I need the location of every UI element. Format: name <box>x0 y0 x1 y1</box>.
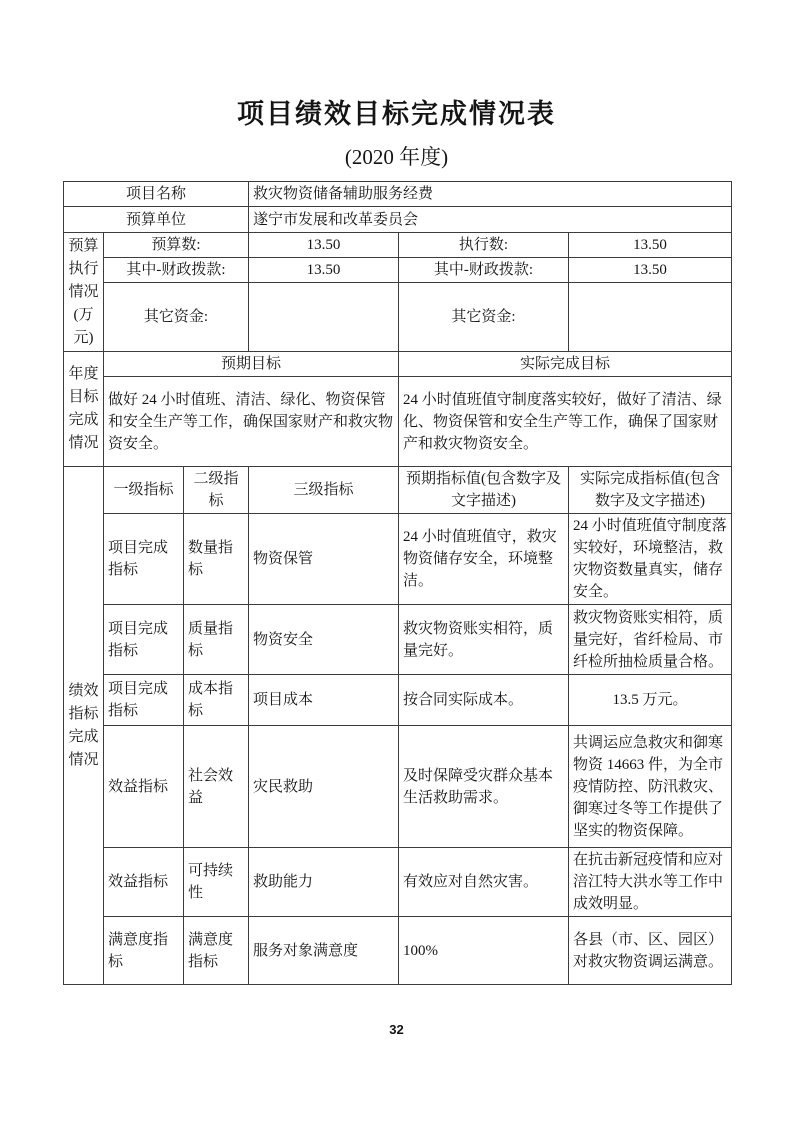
level2-cell: 数量指标 <box>184 514 249 605</box>
level3-cell: 救助能力 <box>249 848 399 917</box>
budget-amount-label: 预算数: <box>104 233 249 258</box>
budget-unit-label: 预算单位 <box>64 207 249 233</box>
annual-text-row <box>64 377 732 467</box>
budget-unit-value: 遂宁市发展和改革委员会 <box>249 207 732 233</box>
actual-value-cell: 在抗击新冠疫情和应对涪江特大洪水等工作中成效明显。 <box>569 848 732 917</box>
level3-cell: 物资安全 <box>249 605 399 675</box>
expected-target-text: 做好 24 小时值班、清洁、绿化、物资保管和安全生产等工作，确保国家财产和救灾物资安全。 <box>104 377 399 467</box>
annual-header-row <box>64 352 732 377</box>
actual-value-cell: 共调运应急救灾和御寒物资 14663 件，为全市疫情防控、防汛救灾、御寒过冬等工作提供了坚实的物资保障。 <box>569 726 732 848</box>
indicator-row <box>64 726 732 848</box>
level2-cell: 社会效益 <box>184 726 249 848</box>
indicators-section-label: 绩效指标完成情况 <box>64 467 104 985</box>
annual-section-label: 年度目标完成情况 <box>64 352 104 467</box>
actual-target-text: 24 小时值班值守制度落实较好，做好了清洁、绿化、物资保管和安全生产等工作，确保了国家财产和救灾物资安全。 <box>399 377 732 467</box>
expected-value-cell: 100% <box>399 917 569 985</box>
budget-unit-row <box>64 207 732 233</box>
actual-value-cell: 各县（市、区、园区）对救灾物资调运满意。 <box>569 917 732 985</box>
level3-cell: 服务对象满意度 <box>249 917 399 985</box>
fiscal-allocation-value-left: 13.50 <box>249 258 399 283</box>
execution-amount-value: 13.50 <box>569 233 732 258</box>
page-title: 项目绩效目标完成情况表 <box>237 99 556 129</box>
header-level1: 一级指标 <box>104 467 184 514</box>
level1-cell: 满意度指标 <box>104 917 184 985</box>
fiscal-allocation-label-right: 其中-财政拨款: <box>399 258 569 283</box>
header-level3: 三级指标 <box>249 467 399 514</box>
project-name-label: 项目名称 <box>64 182 249 207</box>
indicator-row <box>64 514 732 605</box>
project-name-value: 救灾物资储备辅助服务经费 <box>249 182 732 207</box>
expected-value-cell: 24 小时值班值守，救灾物资储存安全，环境整洁。 <box>399 514 569 605</box>
header-actual-value: 实际完成指标值(包含数字及文字描述) <box>569 467 732 514</box>
expected-target-header: 预期目标 <box>104 352 399 377</box>
actual-value-cell: 救灾物资账实相符，质量完好，省纤检局、市纤检所抽检质量合格。 <box>569 605 732 675</box>
level3-cell: 物资保管 <box>249 514 399 605</box>
budget-section-label: 预算执行情况(万元) <box>64 233 104 352</box>
budget-amount-value: 13.50 <box>249 233 399 258</box>
other-funds-label-left: 其它资金: <box>104 283 249 352</box>
indicator-row <box>64 848 732 917</box>
other-funds-label-right: 其它资金: <box>399 283 569 352</box>
budget-row-2 <box>64 258 732 283</box>
indicator-row <box>64 917 732 985</box>
page-number: 32 <box>389 1022 404 1037</box>
indicator-row <box>64 675 732 726</box>
level1-cell: 项目完成指标 <box>104 605 184 675</box>
page-subtitle: (2020 年度) <box>344 145 449 169</box>
indicator-header-row <box>64 467 732 514</box>
actual-value-cell: 13.5 万元。 <box>569 675 732 726</box>
budget-row-1 <box>64 233 732 258</box>
level2-cell: 可持续性 <box>184 848 249 917</box>
fiscal-allocation-label-left: 其中-财政拨款: <box>104 258 249 283</box>
expected-value-cell: 按合同实际成本。 <box>399 675 569 726</box>
expected-value-cell: 救灾物资账实相符，质量完好。 <box>399 605 569 675</box>
header-expected-value: 预期指标值(包含数字及文字描述) <box>399 467 569 514</box>
other-funds-value-right <box>569 283 732 352</box>
actual-value-cell: 24 小时值班值守制度落实较好，环境整洁，救灾物资数量真实，储存安全。 <box>569 514 732 605</box>
level1-cell: 效益指标 <box>104 848 184 917</box>
level2-cell: 质量指标 <box>184 605 249 675</box>
level1-cell: 效益指标 <box>104 726 184 848</box>
indicator-row <box>64 605 732 675</box>
other-funds-value-left <box>249 283 399 352</box>
expected-value-cell: 及时保障受灾群众基本生活救助需求。 <box>399 726 569 848</box>
fiscal-allocation-value-right: 13.50 <box>569 258 732 283</box>
header-level2: 二级指标 <box>184 467 249 514</box>
performance-table <box>63 181 732 985</box>
level1-cell: 项目完成指标 <box>104 675 184 726</box>
budget-row-3 <box>64 283 732 352</box>
actual-target-header: 实际完成目标 <box>399 352 732 377</box>
level3-cell: 项目成本 <box>249 675 399 726</box>
level2-cell: 成本指标 <box>184 675 249 726</box>
execution-amount-label: 执行数: <box>399 233 569 258</box>
level3-cell: 灾民救助 <box>249 726 399 848</box>
expected-value-cell: 有效应对自然灾害。 <box>399 848 569 917</box>
project-name-row <box>64 182 732 207</box>
level1-cell: 项目完成指标 <box>104 514 184 605</box>
level2-cell: 满意度指标 <box>184 917 249 985</box>
